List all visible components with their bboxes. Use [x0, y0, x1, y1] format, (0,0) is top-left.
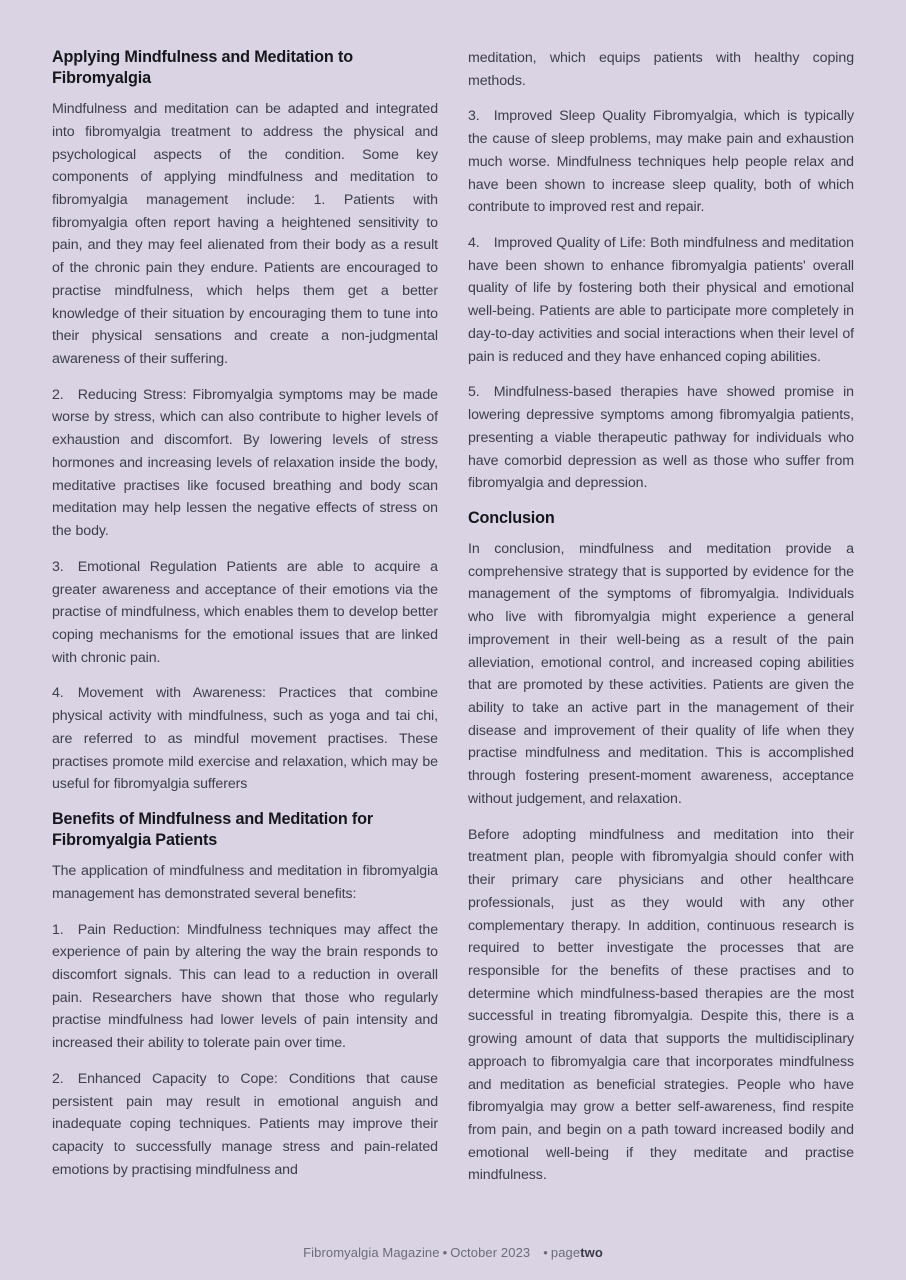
list-text: Pain Reduction: Mindfulness techniques may affect the experience of pain by altering the way the brain responds to discomfort signals. This can lead to a reduction in overall pain. Researchers have shown that those who regularly practise mindfulness had lower levels of pain intensity and increased their ability to tolerate pain over time.: [52, 921, 438, 1052]
paragraph-improved-sleep: [468, 105, 854, 219]
footer-separator-two: •: [543, 1244, 548, 1260]
left-column: [52, 47, 438, 1181]
list-text: Improved Quality of Life: Both mindfulness and meditation have been shown to enhance fibromyalgia patients' overall quality of life by fostering both their physical and emotional well-being. Patients are able to participate more completely in day-to-day activities and social interactions when their level of pain is reduced and they have enhanced coping abilities.: [468, 235, 854, 365]
list-number: 3.: [52, 558, 64, 575]
footer-page-number: two: [580, 1244, 603, 1260]
heading-applying-mindfulness: Applying Mindfulness and Meditation to Fibromyalgia: [52, 48, 353, 88]
list-number: 2.: [52, 386, 64, 403]
paragraph-emotional-regulation: [52, 556, 438, 670]
paragraph-benefits-intro: The application of mindfulness and meditation in fibromyalgia management has demonstrated several benefits:: [52, 863, 438, 902]
list-text: Improved Sleep Quality Fibromyalgia, which is typically the cause of sleep problems, may make pain and exhaustion much worse. Mindfulness techniques help people relax and have been shown to increase sleep quality, both of which contribute to improved rest and repair.: [468, 108, 854, 216]
footer-page-label: page: [550, 1244, 581, 1260]
heading-conclusion: Conclusion: [468, 508, 555, 527]
list-text: Enhanced Capacity to Cope: Conditions that cause persistent pain may result in emotional anguish and inadequate coping techniques. Patients may improve their capacity to successfully manage stress and pain-related emotions by practising mindfulness and: [52, 1070, 438, 1178]
paragraph-reducing-stress: [52, 384, 438, 543]
two-column-layout: [52, 47, 854, 1217]
list-text: Movement with Awareness: Practices that combine physical activity with mindfulness, such as yoga and tai chi, are referred to as mindful movement practises. These practises promote mild exercise and relaxation, which may be useful for fibromyalgia sufferers: [52, 685, 438, 793]
list-number: 4.: [468, 235, 480, 252]
footer-date: October 2023: [450, 1244, 531, 1260]
footer-separator-one: •: [442, 1244, 448, 1260]
list-text: Reducing Stress: Fibromyalgia symptoms may be made worse by stress, which can also contribute to higher levels of exhaustion and discomfort. By lowering levels of stress hormones and increasing levels of relaxation inside the body, meditative practises like focused breathing and body scan meditation may help lessen the negative effects of stress on the body.: [52, 386, 438, 540]
list-number: 5.: [468, 384, 480, 401]
heading-benefits: Benefits of Mindfulness and Meditation for Fibromyalgia Patients: [52, 809, 374, 850]
paragraph-enhanced-capacity: [52, 1068, 438, 1182]
list-number: 2.: [52, 1070, 64, 1087]
paragraph-continuation: meditation, which equips patients with healthy coping methods.: [468, 50, 854, 89]
list-number: 4.: [52, 685, 64, 702]
paragraph-quality-of-life: [468, 232, 854, 368]
paragraph-pain-reduction: [52, 919, 438, 1055]
footer-magazine-name: Fibromyalgia Magazine: [303, 1244, 440, 1260]
paragraph-conclusion-two: Before adopting mindfulness and meditation into their treatment plan, people with fibromyalgia should confer with their primary care physicians and other healthcare professionals, just as they would with any other complementary therapy. In addition, continuous research is required to better investigate the processes that are responsible for the benefits of these practises and to determine which mindfulness-based therapies are the most successful in treating fibromyalgia. Despite this, there is a growing amount of data that supports the multidisciplinary approach to fibromyalgia care that incorporates mindfulness and meditation as beneficial strategies. People who have fibromyalgia may grow a better self-awareness, find respite from pain, and begin on a path toward increased bodily and emotional well-being if they meditate and practise mindfulness.: [468, 826, 854, 1184]
paragraph-intro: Mindfulness and meditation can be adapted and integrated into fibromyalgia treatment to address the physical and psychological aspects of the condition. Some key components of applying mindfulness and meditation to fibromyalgia management include: 1. Patients with fibromyalgia often report having a heightened sensitivity to pain, and they may feel alienated from their body as a result of the chronic pain they endure. Patients are encouraged to practise mindfulness, which helps them get a better knowledge of their situation by encouraging them to tune into their physical sensations and create a non-judgmental awareness of their suffering.: [52, 101, 438, 368]
page-footer: [0, 1244, 906, 1262]
paragraph-depressive-symptoms: [468, 381, 854, 495]
list-text: Emotional Regulation Patients are able to acquire a greater awareness and acceptance of their emotions via the practise of mindfulness, which enables them to develop better coping mechanisms for the emotional issues that are linked with chronic pain.: [52, 558, 438, 666]
list-number: 3.: [468, 108, 480, 125]
right-column: [468, 47, 854, 1187]
paragraph-movement-awareness: [52, 682, 438, 796]
list-text: Mindfulness-based therapies have showed promise in lowering depressive symptoms among fibromyalgia patients, presenting a viable therapeutic pathway for individuals who have comorbid depression as well as those who suffer from fibromyalgia and depression.: [468, 384, 854, 492]
paragraph-conclusion-one: In conclusion, mindfulness and meditation provide a comprehensive strategy that is supported by evidence for the management of the symptoms of fibromyalgia. Individuals who live with fibromyalgia might experience a general improvement in their well-being as a result of the pain alleviation, emotional control, and increased coping abilities that are promoted by these activities. Patients are given the ability to take an active part in the management of their disease and improvement of their quality of life when they practise mindfulness and meditation. This is accomplished through fostering present-moment awareness, acceptance without judgement, and relaxation.: [468, 541, 854, 807]
list-number: 1.: [52, 921, 64, 938]
